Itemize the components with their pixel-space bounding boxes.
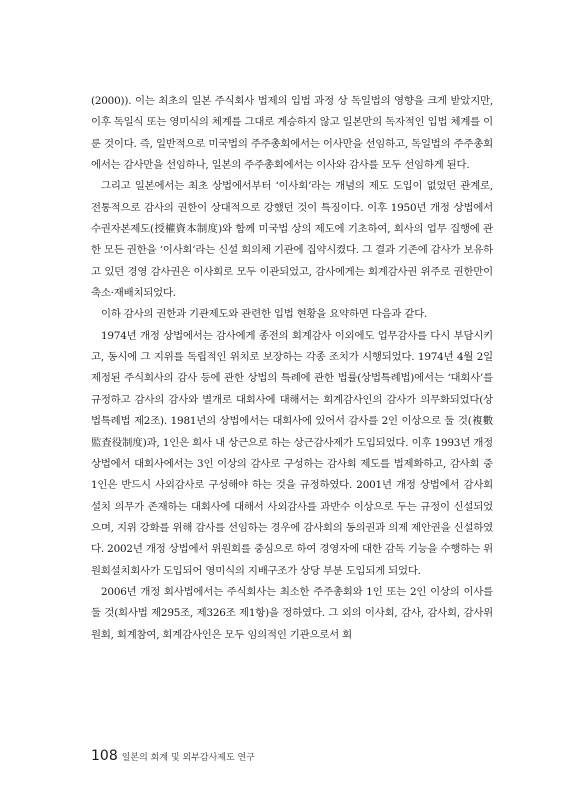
paragraph-5: 2006년 개정 회사법에서는 주식회사는 최소한 주주총회와 1인 또는 2인 이상의 이사를 둘 것(회사법 제295조, 제326조 제1항)을 정하였다. 그 외의 이사회, 감사, 감사회, 감사위원회, 회계참여, 회계감사인은 모두 임의적인 기관으로서 회 [91, 585, 493, 641]
page-number: 108 [91, 748, 118, 764]
paragraph-4: 1974년 개정 상법에서는 감사에게 종전의 회계감사 이외에도 업무감사를 다시 부담시키고, 동시에 그 지위를 독립적인 위치로 보장하는 각종 조치가 시행되었다. 1974년 4월 2일 제정된 주식회사의 감사 등에 관한 상법의 특례에 관한 법률(상법특례법)에서는 ‘대회사’를 규정하고 감사의 감사와 별개로 대회사에 대해서는 회계감사인의 감사가 의무화되었다(상법특례법 제2조). 1981년의 상법에서는 대회사에 있어서 감사를 2인 이상으로 둘 것(複數監査役制度)과, 1인은 회사 내 상근으로 하는 상근감사제가 도입되었다. 이후 1993년 개정 상법에서 대회사에서는 3인 이상의 감사로 구성하는 감사회 제도를 법제화하고, 감사회 중 1인은 반드시 사외감사로 구성해야 하는 것을 규정하였다. 2001년 개정 상법에서 감사회 설치 의무가 존재하는 대회사에 대해서 사외감사를 과반수 이상으로 두는 규정이 신설되었으며, 지위 강화를 위해 감사를 선임하는 경우에 감사회의 동의권과 의제 제안권을 신설하였다. 2002년 개정 상법에서 위원회를 중심으로 하여 경영자에 대한 감독 기능을 수행하는 위원회설치회사가 도입되어 영미식의 지배구조가 상당 부분 도입되게 되었다. [91, 329, 493, 577]
paragraph-2: 그리고 일본에서는 최초 상법에서부터 ‘이사회’라는 개념의 제도 도입이 없었던 관계로, 전통적으로 감사의 권한이 상대적으로 강했던 것이 특징이다. 이후 1950년 개정 상법에서 수권자본제도(授權資本制度)와 함께 미국법 상의 제도에 기초하여, 회사의 업무 집행에 관한 모든 권한을 ‘이사회’라는 신설 회의체 기관에 집약시켰다. 그 결과 기존에 감사가 보유하고 있던 경영 감사권은 이사회로 모두 이관되었고, 감사에게는 회계감사권 위주로 권한만이 축소·재배치되었다. [91, 180, 493, 300]
page-footer [91, 748, 255, 768]
running-title: 일본의 회계 및 외부감사제도 연구 [121, 753, 255, 763]
paragraph-1: (2000)). 이는 최초의 일본 주식회사 법제의 입법 과정 상 독일법의 영향을 크게 받았지만, 이후 독일식 또는 영미식의 체계를 그대로 계승하지 않고 일본만의 독자적인 입법 체계를 이룬 것이다. 즉, 일반적으로 미국법의 주주총회에서는 이사만을 선임하고, 독일법의 주주총회에서는 감사만을 선임하나, 일본의 주주총회에서는 이사와 감사를 모두 선임하게 된다. [91, 95, 493, 172]
body-text [91, 91, 493, 646]
paragraph-3: 이하 감사의 권한과 기관제도와 관련한 입법 현황을 요약하면 다음과 같다. [101, 308, 428, 321]
